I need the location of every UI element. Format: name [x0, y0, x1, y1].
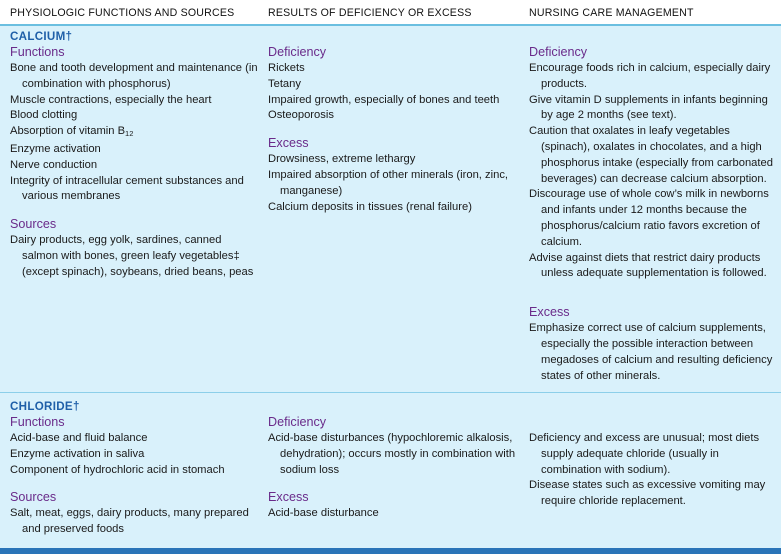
- list-item: Bone and tooth development and maintenance (in combination with phosphorus): [10, 62, 258, 90]
- chloride-title: CHLORIDE†: [10, 400, 80, 413]
- header-results: RESULTS OF DEFICIENCY OR EXCESS: [268, 7, 472, 19]
- chloride-functions-sources: [10, 399, 260, 538]
- list-item: Acid-base and fluid balance: [10, 432, 148, 444]
- list-item: Osteoporosis: [268, 109, 334, 122]
- list-item: Impaired absorption of other minerals (iron, zinc, manganese): [268, 168, 509, 197]
- chloride-nursing-care: [529, 414, 774, 510]
- chloride-functions-label: Functions: [10, 415, 65, 429]
- list-item: [10, 124, 260, 142]
- calcium-nursing-care: [529, 44, 774, 384]
- list-item: Integrity of intracellular cement substances and various membranes: [10, 174, 244, 203]
- list-item: Acid-base disturbance: [268, 507, 379, 520]
- list-item: Rickets: [268, 62, 305, 74]
- bottom-border: [0, 548, 781, 554]
- list-item: Muscle contractions, especially the heart: [10, 93, 212, 106]
- calcium-sources-label: Sources: [10, 217, 57, 232]
- calcium-title: CALCIUM†: [10, 30, 73, 43]
- calcium-results: [268, 44, 523, 215]
- vitamin-b-text: Absorption of vitamin B: [10, 125, 126, 138]
- list-item: Enzyme activation in saliva: [10, 447, 145, 460]
- list-item: Give vitamin D supplements in infants beginning by age 2 months (see text).: [529, 93, 768, 122]
- list-item: Enzyme activation: [10, 142, 101, 155]
- list-item: Tetany: [268, 77, 301, 90]
- list-item: Impaired growth, especially of bones and teeth: [268, 93, 500, 106]
- header-physiologic-functions: PHYSIOLOGIC FUNCTIONS AND SOURCES: [10, 7, 235, 19]
- list-item: Encourage foods rich in calcium, especially dairy products.: [529, 62, 771, 90]
- calcium-functions-label: Functions: [10, 45, 65, 59]
- list-item: Advise against diets that restrict dairy products unless adequate supplementation is followed.: [529, 251, 767, 280]
- calcium-care-deficiency-label: Deficiency: [529, 45, 588, 59]
- calcium-excess-label: Excess: [268, 136, 309, 151]
- header-nursing-care: NURSING CARE MANAGEMENT: [529, 7, 694, 19]
- list-item: Dairy products, egg yolk, sardines, canned salmon with bones, green leafy vegetables‡ (except spinach), soybeans, dried beans, peas: [10, 234, 254, 278]
- list-item: Nerve conduction: [10, 158, 98, 171]
- b12-subscript: 12: [125, 129, 134, 139]
- chloride-sources-label: Sources: [10, 490, 57, 505]
- list-item: Blood clotting: [10, 109, 78, 122]
- list-item: Emphasize correct use of calcium supplements, especially the possible interaction between megadoses of calcium and resulting deficiency states of other minerals.: [529, 322, 773, 382]
- list-item: Acid-base disturbances (hypochloremic alkalosis, dehydration); occurs mostly in combination with sodium loss: [268, 432, 516, 476]
- section-divider: [0, 392, 781, 393]
- chloride-results: [268, 414, 523, 522]
- calcium-care-excess-label: Excess: [529, 305, 570, 320]
- list-item: Caution that oxalates in leafy vegetables (spinach), oxalates in chocolates, and a high phosphorus intake (especially from carbonated beverages) can decrease calcium absorption.: [529, 125, 773, 185]
- list-item: Component of hydrochloric acid in stomach: [10, 463, 225, 476]
- list-item: Discourage use of whole cow’s milk in newborns and infants under 12 months because the phosphorus/calcium ratio favors excretion of calcium.: [529, 188, 769, 248]
- calcium-functions-sources: [10, 29, 260, 281]
- list-item: Deficiency and excess are unusual; most diets supply adequate chloride (usually in combination with sodium).: [529, 432, 760, 476]
- chloride-deficiency-label: Deficiency: [268, 415, 327, 429]
- chloride-excess-label: Excess: [268, 490, 309, 505]
- list-item: Disease states such as excessive vomiting may require chloride replacement.: [529, 479, 766, 508]
- list-item: Drowsiness, extreme lethargy: [268, 153, 416, 166]
- table-header: [0, 0, 781, 26]
- list-item: Salt, meat, eggs, dairy products, many prepared and preserved foods: [10, 507, 249, 536]
- calcium-deficiency-label: Deficiency: [268, 45, 327, 59]
- list-item: Calcium deposits in tissues (renal failure): [268, 200, 472, 213]
